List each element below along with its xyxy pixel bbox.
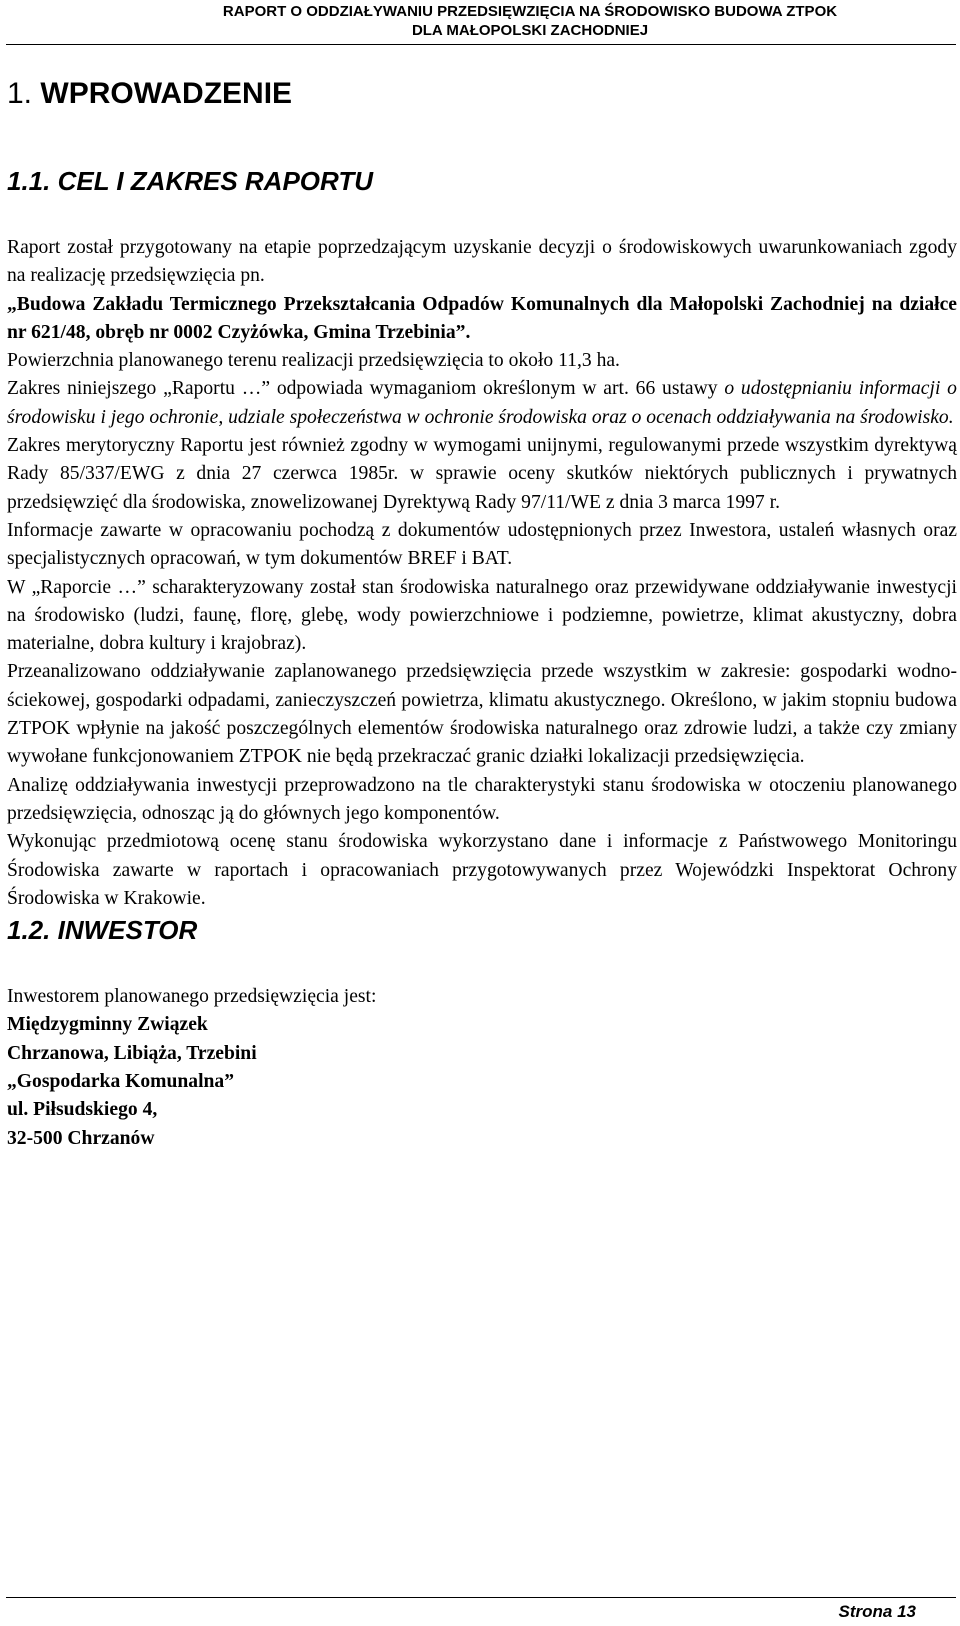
section-heading-inwestor: 1.2. INWESTOR (7, 915, 198, 946)
paragraph-scope-act-title: o udostępnianiu informacji o środowisku i jego ochronie, udziale społeczeństwa w ochronie środowiska oraz o ocenach oddziaływania na środowisko. (7, 378, 957, 428)
paragraph-background: Analizę oddziaływania inwestycji przeprowadzono na tle charakterystyki stanu środowiska w otoczeniu planowanego przedsięwzięcia, odnosząc ją do głównych jego komponentów. (7, 774, 957, 824)
section-body-inwestor (7, 983, 957, 1153)
investor-line: „Gospodarka Komunalna” (7, 1071, 235, 1093)
section-body-cel-i-zakres (7, 234, 957, 913)
paragraph-project-name: „Budowa Zakładu Termicznego Przekształcania Odpadów Komunalnych dla Małopolski Zachodniej na działce nr 621/48, obręb nr 0002 Czyżówka, Gmina Trzebinia”. (7, 293, 957, 343)
paragraph-analysis: Przeanalizowano oddziaływanie zaplanowanego przedsięwzięcia przede wszystkim w zakresie: gospodarki wodno-ściekowej, gospodarki odpadami, zanieczyszczeń powietrza, klimatu akustycznego. Określono, w jakim stopniu budowa ZTPOK wpłynie na jakość poszczególnych elementów środowiska naturalnego oraz zdrowie ludzi, a także czy zmiany wywołane funkcjonowaniem ZTPOK nie będą przekraczać granic działki lokalizacji przedsięwzięcia. (7, 661, 957, 768)
investor-intro: Inwestorem planowanego przedsięwzięcia jest: (7, 986, 377, 1008)
section-heading-cel-i-zakres: 1.1. CEL I ZAKRES RAPORTU (7, 166, 373, 196)
investor-line: Międzygminny Związek (7, 1014, 208, 1036)
paragraph-characterization: W „Raporcie …” scharakteryzowany został stan środowiska naturalnego oraz przewidywane oddziaływanie inwestycji na środowisko (ludzi, faunę, florę, glebę, wody powierzchniowe i podziemne, powietrze, klimat akustyczny, dobra materialne, dobra kultury i krajobraz). (7, 576, 957, 655)
paragraph-monitoring: Wykonując przedmiotową ocenę stanu środowiska wykorzystano dane i informacje z Państwowego Monitoringu Środowiska zawarte w raportach i opracowaniach przygotowywanych przez Wojewódzki Inspektorat Ochrony Środowiska w Krakowie. (7, 831, 957, 909)
footer-rule (6, 1597, 956, 1598)
paragraph-sources: Informacje zawarte w opracowaniu pochodzą z dokumentów udostępnionych przez Inwestora, ustaleń własnych oraz specjalistycznych opracowań, w tym dokumentów BREF i BAT. (7, 519, 957, 570)
chapter-number: 1. (7, 77, 33, 110)
paragraph-eu-requirements: Zakres merytoryczny Raportu jest również zgodny w wymogami unijnymi, regulowanymi przede wszystkim dyrektywą Rady 85/337/EWG z dnia 27 czerwca 1985r. w sprawie oceny skutków niektórych publicznych i prywatnych przedsięwzięć dla środowiska, znowelizowanej Dyrektywą Rady 97/11/WE z dnia 3 marca 1997 r. (7, 435, 957, 513)
running-header-line1: RAPORT O ODDZIAŁYWANIU PRZEDSIĘWZIĘCIA NA ŚRODOWISKO BUDOWA ZTPOK (222, 3, 838, 20)
page-content (7, 74, 957, 1153)
paragraph-scope-text: Zakres niniejszego „Raportu …” odpowiada wymaganiom określonym w art. 66 ustawy (7, 378, 725, 400)
investor-line: 32-500 Chrzanów (7, 1127, 155, 1149)
paragraph-intro: Raport został przygotowany na etapie poprzedzającym uzyskanie decyzji o środowiskowych uwarunkowaniach zgody na realizację przedsięwzięcia pn. (7, 237, 957, 287)
header-rule (6, 44, 956, 45)
running-header (0, 2, 960, 40)
investor-line: ul. Piłsudskiego 4, (7, 1099, 158, 1121)
paragraph-scope (7, 375, 957, 432)
chapter-heading (7, 74, 957, 114)
chapter-title: WPROWADZENIE (40, 77, 293, 110)
running-header-line2: DLA MAŁOPOLSKI ZACHODNIEJ (411, 22, 649, 39)
page-number: Strona 13 (838, 1602, 916, 1621)
paragraph-area: Powierzchnia planowanego terenu realizacji przedsięwzięcia to około 11,3 ha. (7, 350, 620, 372)
investor-line: Chrzanowa, Libiąża, Trzebini (7, 1042, 257, 1064)
